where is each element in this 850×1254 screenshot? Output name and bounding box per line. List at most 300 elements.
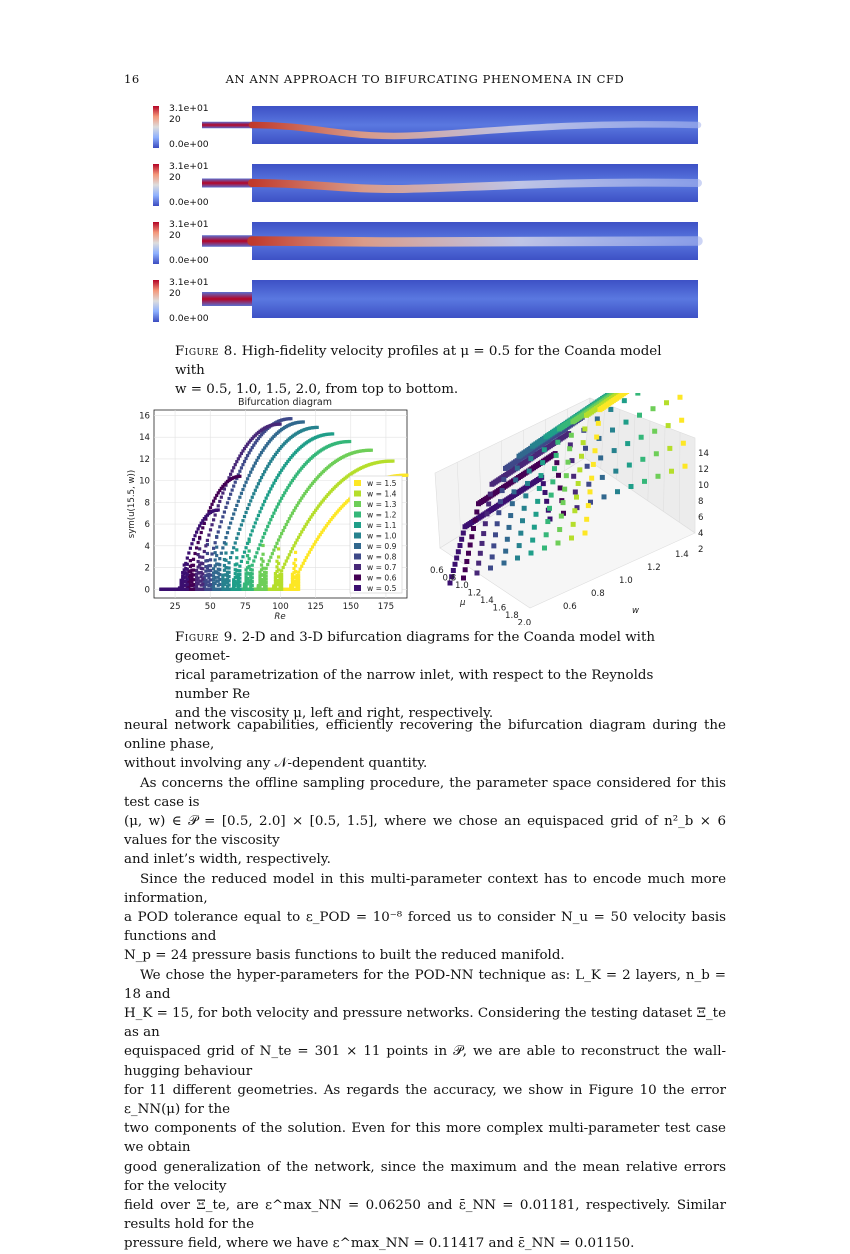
data-point — [576, 481, 581, 486]
data-point — [265, 578, 268, 581]
data-point — [254, 489, 257, 492]
figure-8 — [140, 100, 710, 325]
data-point — [498, 499, 503, 504]
data-point — [600, 475, 605, 480]
colorbar — [153, 164, 159, 206]
data-point — [234, 572, 237, 575]
mu-tick-label: 1.0 — [455, 581, 469, 591]
data-point — [257, 482, 260, 485]
data-point — [246, 577, 249, 580]
data-point — [654, 451, 659, 456]
data-point — [277, 547, 280, 550]
legend-swatch — [354, 543, 361, 549]
data-point — [542, 447, 547, 452]
data-point — [201, 526, 204, 529]
paragraph-1-line1: neural network capabilities, efficiently recovering the bifurcation diagram during the online phase, — [124, 716, 726, 754]
data-point — [201, 577, 204, 580]
legend-swatch — [354, 554, 361, 560]
y-tick-label: 14 — [139, 433, 150, 443]
data-point — [294, 570, 297, 573]
data-point — [584, 517, 589, 522]
data-point — [220, 552, 223, 555]
data-point — [453, 562, 458, 567]
data-point — [257, 514, 260, 517]
data-point — [192, 578, 195, 581]
data-point — [206, 552, 209, 555]
data-point — [520, 518, 525, 523]
data-point — [209, 506, 212, 509]
data-point — [527, 469, 532, 474]
paragraph-4-line3: equispaced grid of N_te = 301 × 11 points in 𝒫, we are able to reconstruct the wall-hugging behaviour — [124, 1042, 726, 1080]
data-point — [227, 571, 230, 574]
x-tick-label: 100 — [272, 602, 288, 612]
mu-tick-label: 1.2 — [468, 589, 482, 599]
data-point — [280, 576, 283, 579]
data-point — [464, 559, 469, 564]
data-point — [529, 551, 534, 556]
data-point — [251, 467, 254, 470]
data-point — [269, 487, 272, 490]
data-point — [282, 529, 285, 532]
data-point — [255, 518, 258, 521]
data-point — [201, 588, 204, 591]
data-point — [201, 572, 204, 575]
data-point — [218, 525, 221, 528]
data-point — [214, 551, 217, 554]
data-point — [275, 565, 278, 568]
data-point — [534, 512, 539, 517]
data-point — [238, 470, 241, 473]
data-point — [473, 518, 478, 523]
data-point — [224, 559, 227, 562]
figure-8-caption-line2: w = 0.5, 1.0, 1.5, 2.0, from top to bottom. — [175, 380, 677, 399]
data-point — [571, 522, 576, 527]
legend-label: w = 1.5 — [367, 479, 397, 488]
data-point — [261, 536, 264, 539]
data-point — [249, 533, 252, 536]
data-point — [266, 493, 269, 496]
data-point — [231, 488, 234, 491]
data-point — [581, 440, 586, 445]
legend-label: w = 1.3 — [367, 500, 397, 509]
data-point — [275, 542, 278, 545]
data-point — [277, 538, 280, 541]
data-point — [459, 537, 464, 542]
data-point — [235, 556, 238, 559]
data-point — [263, 532, 266, 535]
data-point — [186, 588, 189, 591]
inlet — [202, 235, 252, 247]
data-point — [241, 463, 244, 466]
data-point — [288, 553, 291, 556]
data-point — [223, 510, 226, 513]
data-point — [192, 588, 195, 591]
data-point — [209, 564, 212, 567]
data-point — [297, 574, 300, 577]
data-point — [227, 588, 230, 591]
data-point — [186, 573, 189, 576]
data-point — [550, 479, 555, 484]
data-point — [627, 463, 632, 468]
data-point — [265, 574, 268, 577]
data-point — [192, 564, 195, 567]
data-point — [612, 448, 617, 453]
colorbar-tick-label: 20 — [169, 172, 181, 183]
data-point — [561, 500, 566, 505]
data-point — [251, 564, 254, 567]
data-point — [678, 395, 683, 400]
data-point — [302, 420, 305, 423]
data-point — [186, 583, 189, 586]
data-point — [227, 526, 230, 529]
colorbar-tick-label: 0.0e+00 — [169, 139, 209, 150]
data-point — [209, 578, 212, 581]
data-point — [562, 487, 567, 492]
data-point — [244, 546, 247, 549]
data-point — [246, 542, 249, 545]
data-point — [209, 558, 212, 561]
data-point — [197, 541, 200, 544]
data-point — [204, 544, 207, 547]
x-tick-label: 75 — [240, 602, 251, 612]
data-point — [297, 582, 300, 585]
data-point — [252, 559, 255, 562]
data-point — [564, 473, 569, 478]
data-point — [232, 484, 235, 487]
z-tick-label: 4 — [698, 529, 703, 539]
data-point — [246, 477, 249, 480]
data-point — [261, 473, 264, 476]
data-point — [681, 441, 686, 446]
data-point — [234, 481, 237, 484]
data-point — [535, 499, 540, 504]
data-point — [567, 446, 572, 451]
paragraph-4-line7: field over Ξ_te, are ε^max_NN = 0.06250 and ε̄_NN = 0.01181, respectively. Similar results hold for the — [124, 1196, 726, 1234]
data-point — [266, 563, 269, 566]
data-point — [260, 539, 263, 542]
w-axis-label: w — [632, 606, 640, 616]
data-point — [461, 576, 466, 581]
data-point — [229, 473, 232, 476]
data-point — [294, 551, 297, 554]
data-point — [593, 448, 598, 453]
y-tick-label: 6 — [145, 520, 150, 530]
data-point — [505, 537, 510, 542]
colorbar — [153, 106, 159, 148]
data-point — [586, 482, 591, 487]
data-point — [278, 500, 281, 503]
figure-9-caption — [175, 628, 677, 723]
data-point — [210, 523, 213, 526]
data-point — [201, 556, 204, 559]
data-point — [220, 520, 223, 523]
data-point — [667, 446, 672, 451]
data-point — [595, 416, 600, 421]
data-point — [221, 515, 224, 518]
data-point — [201, 562, 204, 565]
data-point — [235, 460, 238, 463]
data-point — [238, 496, 241, 499]
bifurcation-diagram-2d — [118, 393, 418, 625]
data-point — [255, 485, 258, 488]
data-point — [579, 454, 584, 459]
data-point — [495, 521, 500, 526]
data-point — [251, 576, 254, 579]
mu-tick-label: 0.6 — [430, 566, 444, 576]
data-point — [501, 477, 506, 482]
data-point — [243, 515, 246, 518]
data-point — [569, 536, 574, 541]
data-point — [269, 518, 272, 521]
data-point — [625, 441, 630, 446]
data-point — [297, 585, 300, 588]
y-tick-label: 10 — [139, 477, 150, 487]
legend-swatch — [354, 585, 361, 591]
data-point — [241, 555, 244, 558]
data-point — [515, 556, 520, 561]
data-point — [615, 489, 620, 494]
data-point — [248, 549, 251, 552]
legend-label: w = 0.6 — [367, 574, 397, 583]
data-point — [512, 489, 517, 494]
data-point — [280, 532, 283, 535]
data-point — [221, 546, 224, 549]
colorbar-tick-label: 20 — [169, 230, 181, 241]
data-point — [244, 481, 247, 484]
data-point — [503, 549, 508, 554]
y-axis-label: sym(u(15.5, w)) — [127, 470, 137, 538]
colorbar-tick-label: 0.0e+00 — [169, 255, 209, 266]
data-point — [229, 493, 232, 496]
data-point — [265, 528, 268, 531]
data-point — [238, 565, 241, 568]
colorbar-tick-label: 20 — [169, 114, 181, 125]
data-point — [488, 566, 493, 571]
data-point — [285, 559, 288, 562]
velocity-panel — [153, 164, 698, 206]
data-point — [471, 526, 476, 531]
data-point — [227, 575, 230, 578]
data-point — [193, 552, 196, 555]
figure-8-label: Figure 8. — [175, 344, 238, 359]
data-point — [209, 569, 212, 572]
data-point — [243, 484, 246, 487]
data-point — [461, 531, 466, 536]
data-point — [540, 460, 545, 465]
data-point — [555, 440, 560, 445]
data-point — [214, 576, 217, 579]
data-point — [238, 577, 241, 580]
data-point — [294, 541, 297, 544]
paragraph-4-line5: two components of the solution. Even for this more complex multi-parameter test case we obtain — [124, 1119, 726, 1157]
data-point — [251, 529, 254, 532]
page-number: 16 — [124, 72, 140, 86]
data-point — [522, 506, 527, 511]
data-point — [238, 588, 241, 591]
data-point — [549, 493, 554, 498]
data-point — [261, 560, 264, 563]
data-point — [451, 568, 456, 573]
data-point — [300, 565, 303, 568]
data-point — [683, 464, 688, 469]
data-point — [224, 551, 227, 554]
data-point — [257, 547, 260, 550]
paragraph-3-line2: a POD tolerance equal to ε_POD = 10⁻⁸ forced us to consider N_u = 50 velocity basis functions and — [124, 908, 726, 946]
data-point — [490, 554, 495, 559]
data-point — [640, 457, 645, 462]
data-point — [496, 510, 501, 515]
data-point — [192, 538, 195, 541]
data-point — [542, 546, 547, 551]
data-point — [637, 413, 642, 418]
paragraph-2-line2: (μ, w) ∈ 𝒫 = [0.5, 2.0] × [0.5, 1.5], where we chose an equispaced grid of n²_b × 6 values for the viscosity — [124, 812, 726, 850]
data-point — [480, 541, 485, 546]
data-point — [297, 588, 300, 591]
data-point — [624, 393, 629, 394]
data-point — [217, 508, 220, 511]
data-point — [186, 568, 189, 571]
data-point — [244, 511, 247, 514]
data-point — [454, 556, 459, 561]
data-point — [305, 556, 308, 559]
data-point — [240, 523, 243, 526]
data-point — [240, 466, 243, 469]
w-tick-label: 0.8 — [591, 589, 605, 599]
data-point — [265, 584, 268, 587]
data-point — [224, 506, 227, 509]
mu-axis-label: μ — [459, 598, 466, 608]
data-point — [391, 459, 394, 462]
data-point — [197, 527, 200, 530]
data-point — [254, 521, 257, 524]
data-point — [591, 462, 596, 467]
data-point — [268, 490, 271, 493]
w-tick-label: 1.4 — [675, 550, 689, 560]
paragraph-1-line2: without involving any 𝒩-dependent quantity. — [124, 754, 726, 773]
paragraph-4-line1: We chose the hyper-parameters for the POD-NN technique as: L_K = 2 layers, n_b = 18 and — [124, 966, 726, 1004]
data-point — [488, 492, 493, 497]
data-point — [486, 501, 491, 506]
paragraph-2-line1: As concerns the offline sampling procedure, the parameter space considered for this test case is — [124, 774, 726, 812]
data-point — [238, 569, 241, 572]
data-point — [203, 550, 206, 553]
data-point — [574, 495, 579, 500]
bifurcation-diagram-3d — [420, 393, 710, 625]
data-point — [265, 497, 268, 500]
paragraph-3-line1: Since the reduced model in this multi-parameter context has to encode much more information, — [124, 870, 726, 908]
data-point — [195, 531, 198, 534]
data-point — [198, 536, 201, 539]
data-point — [289, 417, 292, 420]
data-point — [277, 502, 280, 505]
figure-8-caption-line1: High-fidelity velocity profiles at μ = 0.5 for the Coanda model with — [175, 344, 662, 378]
figure-8-caption — [175, 342, 677, 399]
data-point — [232, 546, 235, 549]
chart-title: Bifurcation diagram — [238, 397, 332, 408]
legend-swatch — [354, 522, 361, 528]
legend-swatch — [354, 480, 361, 486]
velocity-jet — [252, 241, 698, 242]
data-point — [289, 514, 292, 517]
data-point — [226, 531, 229, 534]
data-point — [218, 588, 221, 591]
data-point — [187, 551, 190, 554]
data-point — [214, 541, 217, 544]
paragraph-4-line6: good generalization of the network, since the maximum and the mean relative errors for the velocity — [124, 1158, 726, 1196]
data-point — [232, 512, 235, 515]
data-point — [518, 531, 523, 536]
y-tick-label: 0 — [145, 585, 150, 595]
data-point — [238, 580, 241, 583]
data-point — [234, 541, 237, 544]
data-point — [507, 525, 512, 530]
legend-label: w = 1.4 — [367, 490, 397, 499]
data-point — [278, 535, 281, 538]
data-point — [283, 526, 286, 529]
z-tick-label: 14 — [698, 449, 709, 459]
data-point — [265, 588, 268, 591]
data-point — [537, 486, 542, 491]
data-point — [261, 544, 264, 547]
data-point — [260, 578, 263, 581]
data-point — [292, 544, 295, 547]
data-point — [613, 469, 618, 474]
paragraph-4-line2: H_K = 15, for both velocity and pressure networks. Considering the testing dataset Ξ_te as an — [124, 1004, 726, 1042]
data-point — [240, 492, 243, 495]
data-point — [217, 504, 220, 507]
legend-label: w = 1.2 — [367, 511, 397, 520]
data-point — [491, 543, 496, 548]
data-point — [220, 496, 223, 499]
y-tick-label: 8 — [145, 498, 150, 508]
data-point — [608, 407, 613, 412]
data-point — [204, 570, 207, 573]
colorbar-tick-label: 0.0e+00 — [169, 313, 209, 324]
data-point — [271, 552, 274, 555]
legend-label: w = 1.1 — [367, 521, 397, 530]
data-point — [596, 421, 601, 426]
data-point — [468, 542, 473, 547]
data-point — [302, 562, 305, 565]
data-point — [558, 485, 563, 490]
z-tick-label: 10 — [698, 481, 709, 491]
data-point — [271, 515, 274, 518]
data-point — [218, 573, 221, 576]
data-point — [231, 469, 234, 472]
data-point — [243, 460, 246, 463]
data-point — [269, 556, 272, 559]
data-point — [500, 488, 505, 493]
data-point — [569, 433, 574, 438]
data-point — [586, 503, 591, 508]
y-tick-label: 16 — [139, 411, 150, 421]
data-point — [556, 473, 561, 478]
data-point — [280, 497, 283, 500]
legend-swatch — [354, 501, 361, 507]
data-point — [515, 466, 520, 471]
x-tick-label: 150 — [343, 602, 359, 612]
data-point — [218, 568, 221, 571]
data-point — [214, 513, 217, 516]
data-point — [227, 583, 230, 586]
data-point — [622, 398, 627, 403]
data-point — [261, 567, 264, 570]
data-point — [237, 532, 240, 535]
colorbar-tick-label: 20 — [169, 288, 181, 299]
paragraph-2-line3: and inlet’s width, respectively. — [124, 850, 726, 869]
data-point — [405, 474, 408, 477]
legend-label: w = 0.9 — [367, 542, 397, 551]
